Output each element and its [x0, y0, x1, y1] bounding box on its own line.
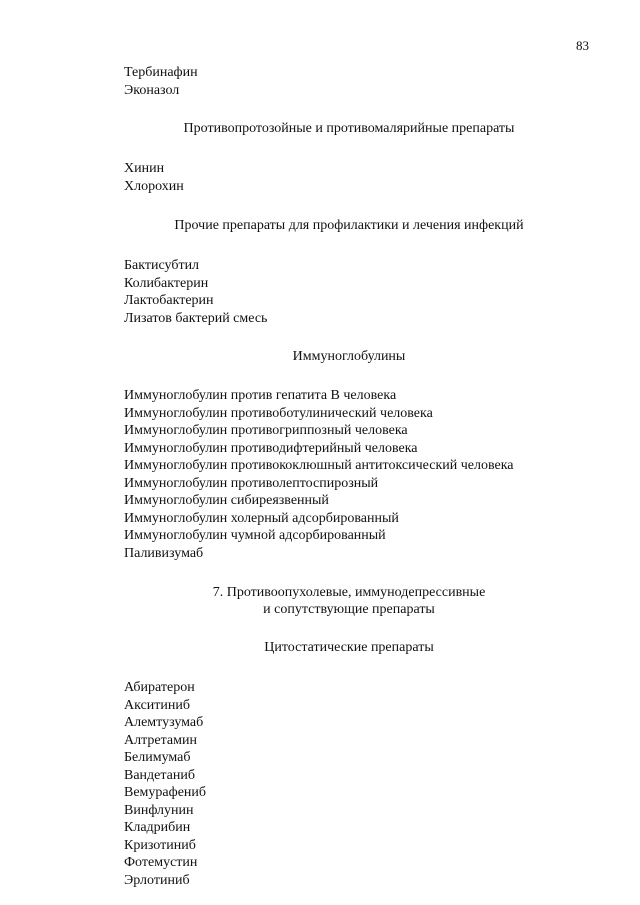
list-item: Иммуноглобулин противоботулинический человека — [124, 405, 433, 421]
list-item: Абиратерон — [124, 680, 195, 695]
list-item: Лактобактерин — [124, 293, 214, 308]
list-item: Вандетаниб — [124, 767, 195, 783]
list-item: Хинин — [124, 161, 165, 176]
list-item: Кризотиниб — [124, 837, 196, 853]
chapter-title-line-1: 7. Противоопухолевые, иммунодепрессивные — [212, 585, 486, 600]
list-item: Колибактерин — [124, 275, 209, 291]
section-heading-immunoglobulins: Иммуноглобулины — [292, 349, 406, 364]
list-item: Паливизумаб — [124, 545, 204, 561]
section-heading-antiprotozoal: Противопротозойные и противомалярийные препараты — [183, 121, 515, 136]
list-item: Фотемустин — [124, 855, 198, 870]
list-item: Вемурафениб — [124, 785, 207, 800]
list-item: Винфлунин — [124, 802, 194, 818]
section-heading-cytostatics: Цитостатические препараты — [264, 640, 434, 655]
antiprotozoal-list — [124, 160, 584, 195]
other-infections-list — [124, 257, 584, 327]
list-item: Иммуноглобулин холерный адсорбированный — [124, 510, 399, 526]
list-item: Эрлотиниб — [124, 872, 190, 888]
list-item: Хлорохин — [124, 178, 184, 194]
list-item: Кладрибин — [124, 820, 191, 835]
antifungal-list — [124, 64, 584, 99]
list-item: Иммуноглобулин противодифтерийный человека — [124, 440, 418, 456]
immunoglobulins-list — [124, 387, 584, 562]
list-item: Белимумаб — [124, 750, 191, 765]
list-item: Иммуноглобулин чумной адсорбированный — [124, 528, 386, 543]
list-item: Бактисубтил — [124, 258, 200, 273]
list-item: Иммуноглобулин противогриппозный человека — [124, 423, 408, 438]
cytostatics-list — [124, 679, 584, 889]
list-item: Иммуноглобулин против гепатита В человека — [124, 388, 397, 403]
list-item: Эконазол — [124, 82, 180, 98]
list-item: Иммуноглобулин противолептоспирозный — [124, 475, 379, 491]
list-item: Алемтузумаб — [124, 715, 204, 730]
section-heading-other-infections: Прочие препараты для профилактики и лечения инфекций — [174, 218, 524, 233]
list-item: Иммуноглобулин сибиреязвенный — [124, 493, 329, 508]
list-item: Тербинафин — [124, 65, 198, 80]
document-body — [124, 64, 584, 889]
list-item: Акситиниб — [124, 697, 190, 713]
chapter-heading — [114, 584, 584, 618]
list-item: Иммуноглобулин противококлюшный антитоксический человека — [124, 458, 514, 473]
list-item: Алтретамин — [124, 732, 197, 748]
chapter-title-line-2: и сопутствующие препараты — [263, 602, 435, 617]
list-item: Лизатов бактерий смесь — [124, 310, 268, 326]
page-number: 83 — [576, 38, 589, 53]
